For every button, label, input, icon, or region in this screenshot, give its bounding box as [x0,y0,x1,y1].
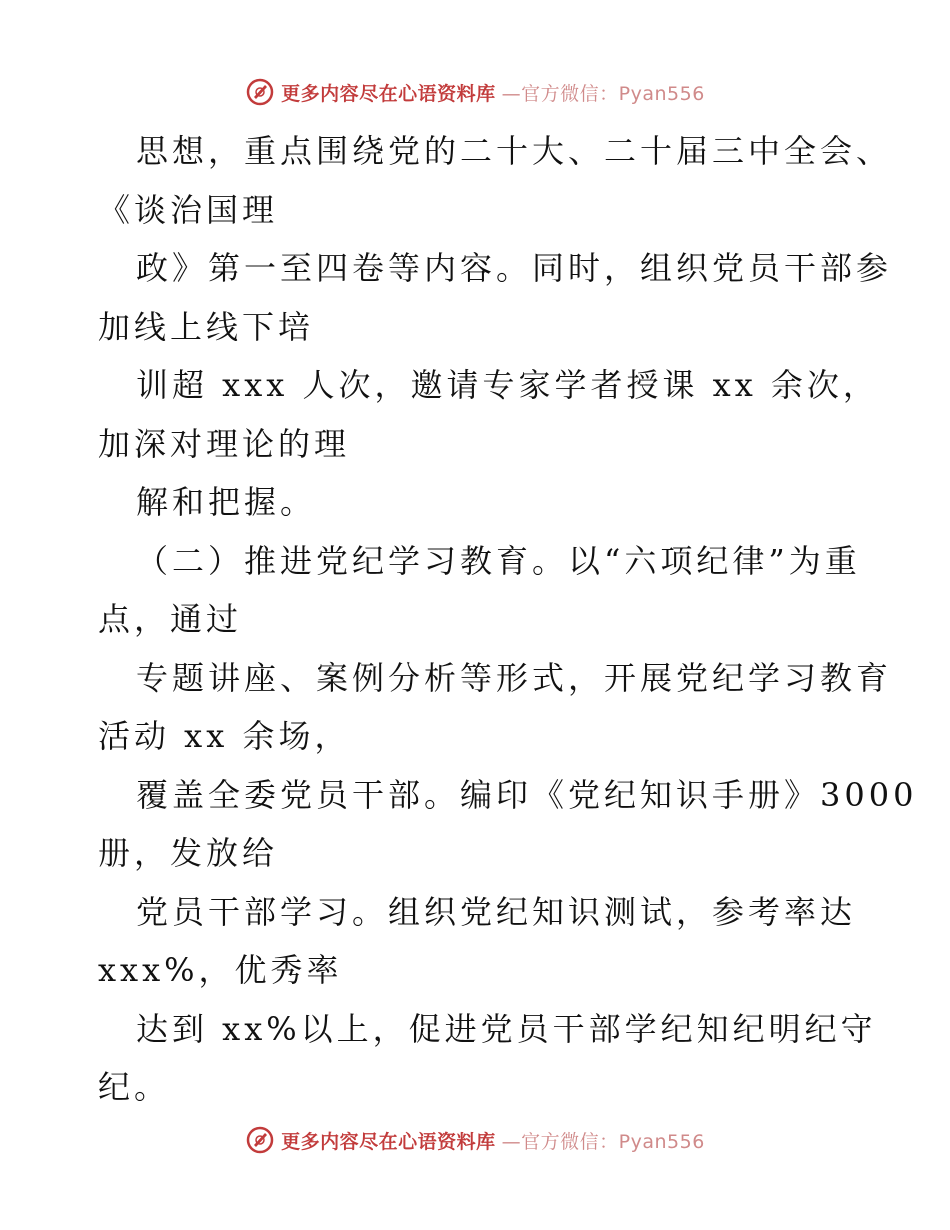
text-line: 点，通过 [98,600,243,638]
brand-wechat: —官方微信：Pyan556 [501,1130,705,1153]
text-line: 训超 xxx 人次，邀请专家学者授课 xx 余次， [136,366,879,404]
document-body [98,122,918,1117]
brand-seal-icon [245,1125,275,1155]
text-line: 加深对理论的理 [98,424,351,463]
text-line: 达到 xx%以上，促进党员干部学纪知纪明纪守 [136,1009,877,1048]
text-line: 覆盖全委党员干部。编印《党纪知识手册》3000 [136,775,918,814]
text-line: xxx%，优秀率 [98,951,343,989]
brand-wechat: —官方微信：Pyan556 [501,82,705,105]
brand-name: 更多内容尽在心语资料库 [281,1130,496,1153]
text-line: 解和把握。 [136,483,317,521]
text-line: 思想，重点围绕党的二十大、二十届三中全会、 [136,132,893,170]
brand-seal-icon [245,77,275,107]
section-heading-line: （二）推进党纪学习教育。以“六项纪律”为重 [136,541,861,580]
brand-banner [245,1125,705,1155]
text-line: 专题讲座、案例分析等形式，开展党纪学习教育 [136,658,893,697]
page-footer-watermark [0,1118,950,1162]
text-line: 纪。 [98,1068,171,1106]
brand-name: 更多内容尽在心语资料库 [281,82,496,105]
text-line: 《谈治国理 [98,190,279,229]
brand-banner [245,77,705,107]
text-line: 政》第一至四卷等内容。同时，组织党员干部参 [136,249,893,287]
text-line: 活动 xx 余场， [98,717,351,755]
text-line: 党员干部学习。组织党纪知识测试，参考率达 [136,892,857,931]
page-header-watermark [0,70,950,114]
text-line: 册，发放给 [98,834,279,872]
text-line: 加线上线下培 [98,307,315,346]
